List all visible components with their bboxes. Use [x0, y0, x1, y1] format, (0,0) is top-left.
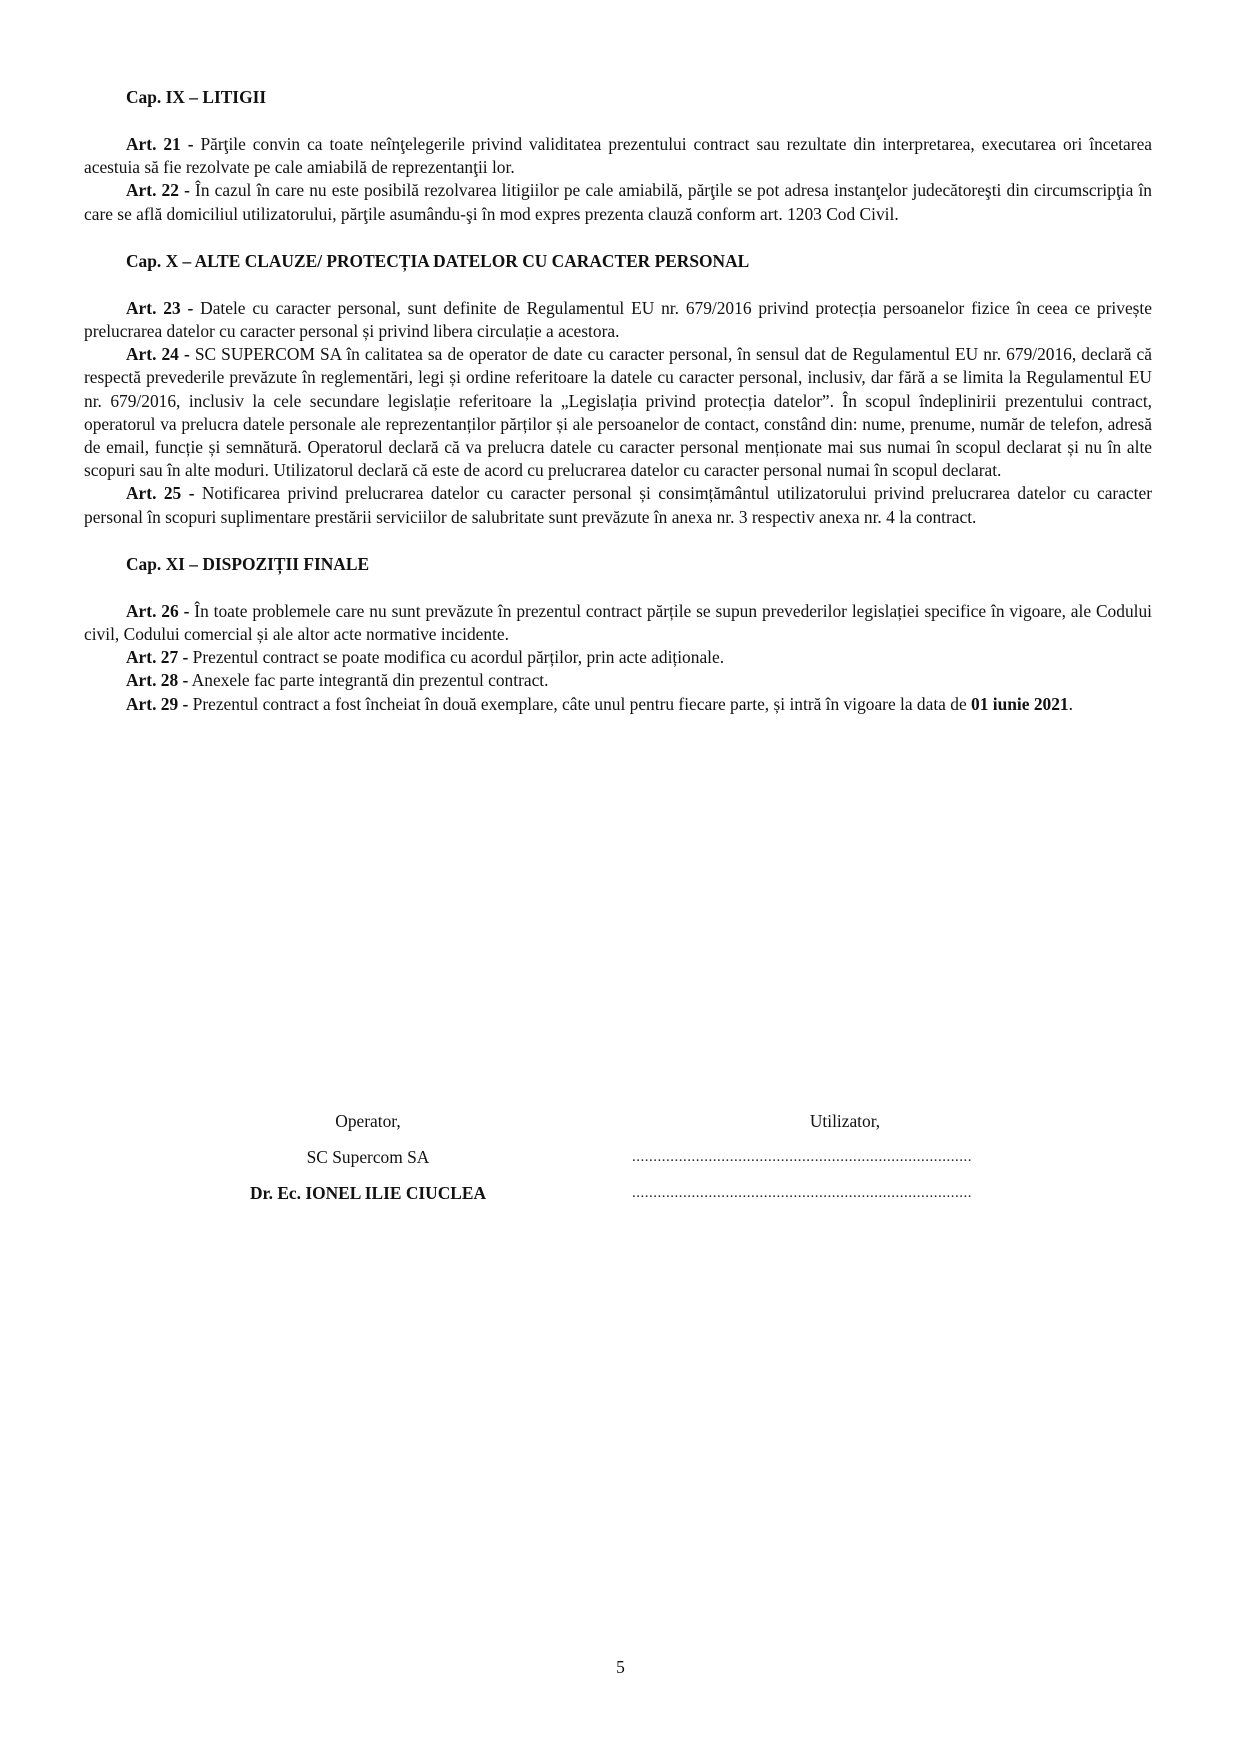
article-label: Art. 29 -	[126, 693, 189, 714]
article-22	[84, 179, 1152, 225]
article-23	[84, 297, 1152, 343]
document-body	[84, 86, 1152, 716]
article-text: Datele cu caracter personal, sunt definite de Regulamentul EU nr. 679/2016 privind protecția persoanelor fizice în ceea ce privește prelucrarea datelor cu caracter personal și privind libera circulație a acestora.	[84, 297, 1152, 342]
article-text: În toate problemele care nu sunt prevăzute în prezentul contract părțile se supun prevederilor legislației specifice în vigoare, ale Codului civil, Codului comercial și ale altor acte normative incidente.	[84, 600, 1153, 645]
article-label: Art. 26 -	[126, 600, 190, 621]
article-label: Art. 23 -	[126, 297, 194, 318]
user-signature-line-2: ................................................................................	[632, 1185, 972, 1201]
article-text: În cazul în care nu este posibilă rezolvarea litigiilor pe cale amiabilă, părţile se pot adresa instanţelor judecătoreşti din circumscripţia în care se află domiciliul utilizatorului, părţile asumându-şi în mod expres prezenta clauză conform art. 1203 Cod Civil.	[84, 180, 1153, 224]
chapter-heading-final-provisions: Cap. XI – DISPOZIȚII FINALE	[126, 553, 370, 574]
operator-company: SC Supercom SA	[306, 1147, 430, 1167]
article-text: Notificarea privind prelucrarea datelor cu caracter personal și consimțământul utilizatorului privind prelucrarea datelor cu caracter personal în scopuri suplimentare prestării serviciilor de salubritate sunt prevăzute în anexa nr. 3 respectiv anexa nr. 4 la contract.	[84, 483, 1152, 527]
user-label: Utilizator,	[809, 1111, 881, 1131]
operator-label: Operator,	[335, 1111, 401, 1131]
article-29: Art. 29 - Prezentul contract a fost încheiat în două exemplare, câte unul pentru fiecare parte, și intră în vigoare la data de 01 iunie 2021.	[126, 693, 1073, 714]
article-26	[84, 600, 1152, 646]
article-text: Anexele fac parte integrantă din prezentul contract.	[188, 670, 549, 691]
operator-representative: Dr. Ec. IONEL ILIE CIUCLEA	[249, 1183, 487, 1203]
article-25	[84, 482, 1152, 528]
article-text: Prezentul contract se poate modifica cu acordul părților, prin acte adiționale.	[188, 647, 725, 668]
article-text: Părţile convin ca toate neînţelegerile privind validitatea prezentului contract sau rezultate din interpretarea, executarea ori încetarea acestuia să fie rezolvate pe cale amiabilă de reprezentanţii lor.	[84, 134, 1153, 178]
article-label: Art. 24 -	[126, 344, 190, 365]
article-24	[84, 343, 1152, 482]
article-21	[84, 133, 1152, 179]
article-28	[84, 669, 1152, 692]
article-label: Art. 22 -	[126, 180, 190, 201]
chapter-heading-data-protection: Cap. X – ALTE CLAUZE/ PROTECȚIA DATELOR CU CARACTER PERSONAL	[126, 250, 750, 271]
effective-date: 01 iunie 2021	[971, 693, 1069, 714]
page-number: 5	[616, 1657, 625, 1677]
user-signature-line-1: ................................................................................	[632, 1149, 972, 1165]
article-label: Art. 21 -	[126, 134, 194, 154]
article-label: Art. 25 -	[126, 483, 195, 504]
article-label: Art. 27 -	[126, 647, 189, 668]
article-27	[84, 646, 1152, 669]
article-text: SC SUPERCOM SA în calitatea sa de operator de date cu caracter personal, în sensul dat de Regulamentul EU nr. 679/2016, declară că respectă prevederile prevăzute în reglementări, legi și ordine referitoare la datele cu caracter personal, inclusiv, dar fără a se limita la Regulamentul EU nr. 679/2016, inclusiv la cele secundare legislație referitoare la „Legislația privind protecția datelor”. În scopul îndeplinirii prezentului contract, operatorul va prelucra datele personale ale reprezentanților părților și ale persoanelor de contact, constând din: nume, prenume, număr de telefon, adresă de email, funcție și semnătură. Operatorul declară că va prelucra datele cu caracter personal menționate mai sus numai în scopul declarat și nu în alte scopuri sau în alte moduri. Utilizatorul declară că este de acord cu prelucrarea datelor cu caracter personal numai în scopul declarat.	[84, 344, 1152, 481]
article-text: Prezentul contract a fost încheiat în două exemplare, câte unul pentru fiecare parte, și intră în vigoare la data de	[188, 693, 972, 714]
chapter-heading-litigii: Cap. IX – LITIGII	[126, 87, 267, 107]
article-label: Art. 28 -	[126, 670, 189, 691]
